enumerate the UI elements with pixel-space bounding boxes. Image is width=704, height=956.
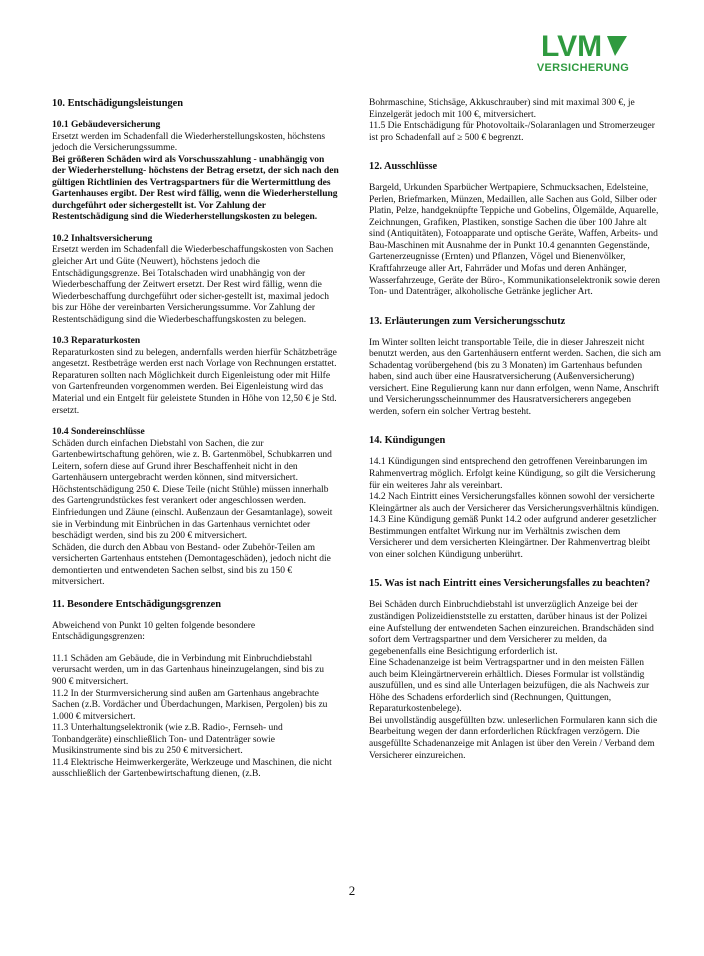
paragraph: Eine Schadenanzeige ist beim Vertragspartner und in den meisten Fällen auch beim Kleingärtnerverein erhältlich. Dieses Formular ist vollständig auszufüllen, und es sind alle Unterlagen beizufügen, die als Nachweis zur Höhe des Schadens erforderlich sind (Rechnungen, Quittungen, Reparaturkostenbelege). <box>369 658 650 715</box>
section-title: 12. Ausschlüsse <box>369 161 438 173</box>
paragraph: Schäden, die durch den Abbau von Bestand- oder Zubehör-Teilen am versicherten Gartenhaus entstehen (Demontageschäden), jedoch nicht die demontierten und entwendeten Sachen selbst, sind bis zu 150 € mitversichert. <box>52 542 331 588</box>
paragraph: Ersetzt werden im Schadenfall die Wiederherstellungskosten, höchstens jedoch die Versicherungssumme. <box>52 131 326 154</box>
paragraph: 14.3 Eine Kündigung gemäß Punkt 14.2 oder aufgrund anderer gesetzlicher Bestimmungen entfaltet Wirkung nur im Verhältnis zwischen dem Versicherer und dem versicherten Kleingärtner. Der Rahmenvertrag bleibt von einer solchen Kündigung unberührt. <box>369 515 657 560</box>
paragraph: 14.2 Nach Eintritt eines Versicherungsfalles können sowohl der versicherte Kleingärtner als auch der Versicherer das Versicherungsverhältnis kündigen. <box>369 492 659 514</box>
paragraph: 11.4 Elektrische Heimwerkergeräte, Werkzeuge und Maschinen, die nicht ausschließlich der Gartenbewirtschaftung dienen, (z.B. <box>52 757 332 780</box>
left-column <box>52 98 340 781</box>
paragraph: Reparaturen sollten nach Möglichkeit durch Eigenleistung oder mit Hilfe von Gartenfreunden vorgenommen werden. Bei Eigenleistung wird das Material und ein Entgelt für geleistete Stunden in Höhe von 12,50 € je Std. ersetzt. <box>52 370 337 416</box>
paragraph: Schäden durch einfachen Diebstahl von Sachen, die zur Gartenbewirtschaftung gehören, wie z. B. Gartenmöbel, Schubkarren und Leitern, sofern diese auf Grund ihrer Beschaffenheit nicht in den Gartenhäusern untergebracht werden können, sind mitversichert. Höchstentschädigung 250 €. Diese Teile (nicht Stühle) müssen innerhalb des Gartengrundstückes fest verankert oder angeschlossen werden. <box>52 438 332 507</box>
paragraph: 11.1 Schäden am Gebäude, die in Verbindung mit Einbruchdiebstahl verursacht werden, um in das Gartenhaus hineinzugelangen, sind bis zu 900 € mitversichert. <box>52 653 324 687</box>
paragraph: Bei Schäden durch Einbruchdiebstahl ist unverzüglich Anzeige bei der zuständigen Polizeidienststelle zu erstatten, darüber hinaus ist der Polizei eine Aufstellung der entwendeten Sachen einzureichen. Brandschäden sind sofort dem Vertragspartner und dem Versicherer zu melden, da gegebenenfalls eine Besichtigung erforderlich ist. <box>369 600 654 657</box>
paragraph: 14.1 Kündigungen sind entsprechend den getroffenen Vereinbarungen im Rahmenvertrag möglich. Erfolgt keine Kündigung, so gilt die Versicherung für ein weiteres Jahr als vereinbart. <box>369 457 656 491</box>
subsection-title: 10.2 Inhaltsversicherung <box>52 233 153 244</box>
section-title: 14. Kündigungen <box>369 435 446 447</box>
paragraph: Bargeld, Urkunden Sparbücher Wertpapiere, Schmucksachen, Edelsteine, Perlen, Briefmarken, Münzen, Medaillen, alle Sachen aus Gold, Silber oder Platin, Pelze, handgeknüpfte Teppiche und Gobelins, Ölgemälde, Aquarelle, Zeichnungen, Grafiken, Plastiken, sonstige Sachen die über 100 Jahre alt sind (Antiquitäten), Fotoapparate und optische Geräte, Waffen, Arbeits- und Bau-Maschinen mit Ausnahme der in Punkt 10.4 genannten Gegenstände, Gartenerzeugnisse (Ernten) und Pflanzen, Vögel und Bienenvölker, Kraftfahrzeuge aller Art, Fahrräder und Mofas und deren Anhänger, Wasserfahrzeuge, Geräte der Büro-, Kommunikationselektronik sowie deren Ton- und Datenträger, alkoholische Getränke jeglicher Art. <box>369 183 660 298</box>
lvm-logo-mark: LVM <box>541 30 603 63</box>
paragraph: Ersetzt werden im Schadenfall die Wiederbeschaffungskosten von Sachen gleicher Art und Güte (Neuwert), höchstens jedoch die Entschädigungsgrenze. Bei Totalschaden wird unabhängig von der Wiederbeschaffung der Zeitwert ersetzt. Der Rest wird fällig, wenn die Wiederbeschaffung durchgeführt oder sicher-gestellt ist, maximal jedoch bis zur Höhe der vereinbarten Versicherungssumme. Vor Zahlung der Restentschädigung sind die Wiederbeschaffungskosten zu belegen. <box>52 245 334 325</box>
paragraph: Im Winter sollten leicht transportable Teile, die in dieser Jahreszeit nicht benutzt werden, aus den Gartenhäusern entfernt werden. Sachen, die sich am Schadentag vorübergehend (bis zu 3 Monaten) im Gartenhaus befunden haben, sind auch über eine Hausratversicherung (Außenversicherung) versichert. Eine Regulierung kann nur dann erfolgen, wenn Name, Anschrift und Versicherungsscheinnummer des Hausratversicherers angegeben werden, sofern ein solcher Vertrag besteht. <box>369 337 662 417</box>
paragraph: Reparaturkosten sind zu belegen, andernfalls werden hierfür Schätzbeträge angesetzt. Restbeträge werden erst nach Vorlage von Rechnungen erstattet. <box>52 347 337 370</box>
paragraph: Bohrmaschine, Stichsäge, Akkuschrauber) sind mit maximal 300 €, je Einzelgerät jedoch mit 100 €, mitversichert. <box>369 98 635 120</box>
section-title: 15. Was ist nach Eintritt eines Versicherungsfalles zu beachten? <box>369 578 651 590</box>
page-number: 2 <box>348 883 356 898</box>
paragraph-bold: Bei größeren Schäden wird als Vorschusszahlung - unabhängig von der Wiederherstellung- höchstens der Betrag ersetzt, der sich nach den gültigen Richtlinien des Vertragspartners für die Wertermittlung des Gartenhauses ergibt. Der Rest wird fällig, wenn die Wiederherstellung durchgeführt oder sichergestellt ist. Vor Zahlung der Restentschädigung sind die Wiederherstellungskosten zu belegen. <box>52 154 339 223</box>
paragraph: Bei unvollständig ausgefüllten bzw. unleserlichen Formularen kann sich die Bearbeitung wegen der dann erforderlichen Rückfragen verzögern. Die ausgefüllte Schadenanzeige mit Anlagen ist über den Verein / Verband dem Versicherer einzureichen. <box>369 715 658 761</box>
lvm-logo-subtitle: VERSICHERUNG <box>536 62 630 74</box>
section-title: 11. Besondere Entschädigungsgrenzen <box>52 598 222 610</box>
section-title: 13. Erläuterungen zum Versicherungsschutz <box>369 315 566 327</box>
section-title: 10. Entschädigungsleistungen <box>52 98 184 109</box>
right-column <box>369 98 661 762</box>
paragraph: 11.3 Unterhaltungselektronik (wie z.B. Radio-, Fernseh- und Tonbandgeräte) einschließlich Ton- und Datenträger sowie Musikinstrumente sind bis zu 250 € mitversichert. <box>52 723 283 757</box>
paragraph: 11.5 Die Entschädigung für Photovoltaik-/Solaranlagen und Stromerzeuger ist pro Schadenfall auf ≥ 500 € begrenzt. <box>369 121 655 143</box>
paragraph: Einfriedungen und Zäune (einschl. Außenzaun der Gesamtanlage), soweit sie in Verbindung mit Einbrüchen in das Gartenhaus vernichtet oder beschädigt werden, sind bis zu 200 € mitversichert. <box>52 507 333 542</box>
paragraph: 11.2 In der Sturmversicherung sind außen am Gartenhaus angebrachte Sachen (z.B. Vordächer und Überdachungen, Markisen, Pergolen) bis zu 1.000 € mitversichert. <box>52 688 328 722</box>
subsection-title: 10.4 Sondereinschlüsse <box>52 427 145 438</box>
paragraph: Abweichend von Punkt 10 gelten folgende besondere Entschädigungsgrenzen: <box>52 620 256 643</box>
subsection-title: 10.3 Reparaturkosten <box>52 336 141 347</box>
logo-swoosh-icon <box>607 36 627 56</box>
subsection-title: 10.1 Gebäudeversicherung <box>52 120 161 130</box>
